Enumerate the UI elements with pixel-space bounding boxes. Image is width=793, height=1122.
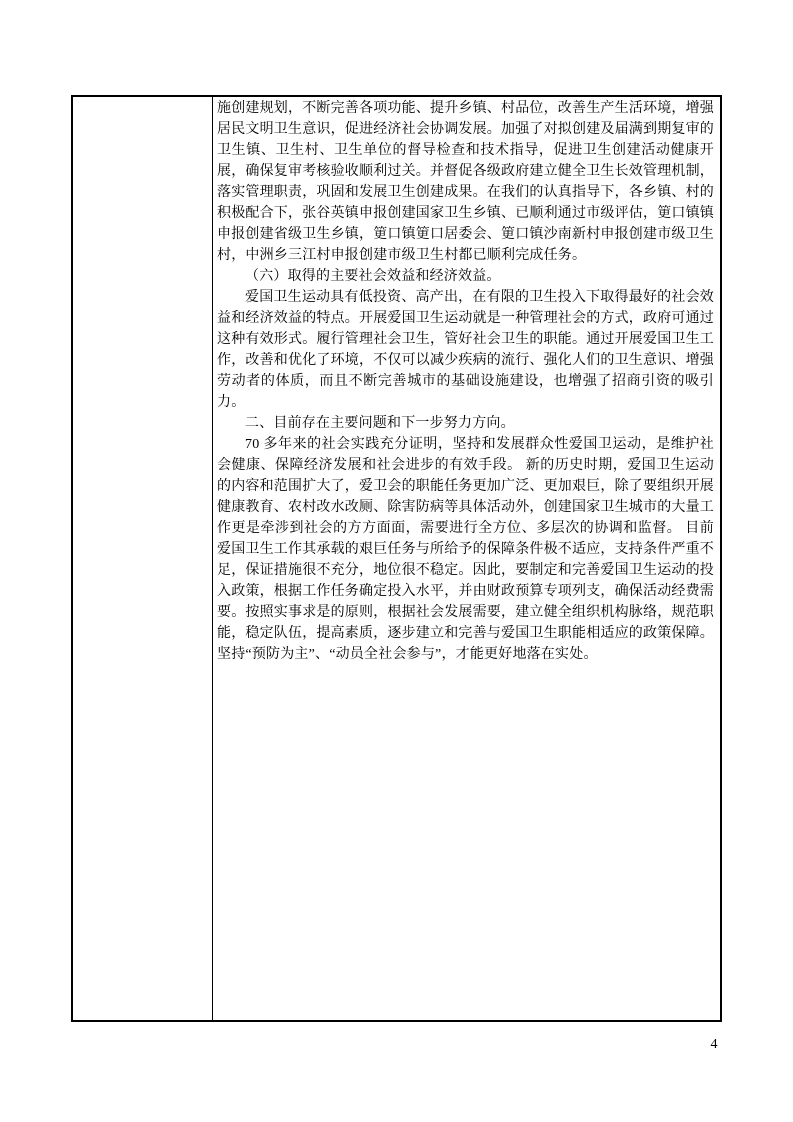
content-table bbox=[71, 95, 722, 1022]
table-cell-label-empty bbox=[73, 97, 213, 1020]
paragraph: 70 多年来的社会实践充分证明，坚持和发展群众性爱国卫运动，是维护社会健康、保障经济发展和社会进步的有效手段。 新的历史时期，爱国卫生运动的内容和范围扩大了，爱卫会的职能任务更加广泛、更加艰巨，除了要组织开展健康教育、农村改水改厕、除害防病等具体活动外，创建国家卫生城市的大量工作更是牵涉到社会的方方面面，需要进行全方位、多层次的协调和监督。 目前爱国卫生工作其承载的艰巨任务与所给予的保障条件极不适应，支持条件严重不足，保证措施很不充分，地位很不稳定。因此，要制定和完善爱国卫生运动的投入政策，根据工作任务确定投入水平，并由财政预算专项列支，确保活动经费需要。按照实事求是的原则，根据社会发展需要，建立健全组织机构脉络，规范职能，稳定队伍，提高素质，逐步建立和完善与爱国卫生职能相适应的政策保障。坚持“预防为主”、“动员全社会参与”，才能更好地落在实处。 bbox=[217, 437, 714, 662]
paragraph: 爱国卫生运动具有低投资、高产出，在有限的卫生投入下取得最好的社会效益和经济效益的特点。开展爱国卫生运动就是一种管理社会的方式，政府可通过这种有效形式。履行管理社会卫生，管好社会卫生的职能。通过开展爱国卫生工作，改善和优化了环境，不仅可以减少疾病的流行、强化人们的卫生意识、增强劳动者的体质，而且不断完善城市的基础设施建设，也增强了招商引资的吸引力。 bbox=[217, 290, 714, 410]
paragraph: 二、目前存在主要问题和下一步努力方向。 bbox=[245, 416, 515, 431]
paragraph: （六）取得的主要社会效益和经济效益。 bbox=[245, 269, 501, 284]
page-number: 4 bbox=[710, 1037, 718, 1052]
table-cell-content bbox=[213, 97, 720, 1020]
paragraph: 施创建规划，不断完善各项功能、提升乡镇、村品位，改善生产生活环境，增强居民文明卫生意识，促进经济社会协调发展。加强了对拟创建及届满到期复审的卫生镇、卫生村、卫生单位的督导检查和技术指导，促进卫生创建活动健康开展，确保复审考核验收顺利过关。并督促各级政府建立健全卫生长效管理机制，落实管理职责，巩固和发展卫生创建成果。在我们的认真指导下，各乡镇、村的积极配合下，张谷英镇申报创建国家卫生乡镇、已顺利通过市级评估，筻口镇镇申报创建省级卫生乡镇，筻口镇筻口居委会、筻口镇沙南新村申报创建市级卫生村，中洲乡三江村申报创建市级卫生村都已顺利完成任务。 bbox=[217, 101, 714, 263]
